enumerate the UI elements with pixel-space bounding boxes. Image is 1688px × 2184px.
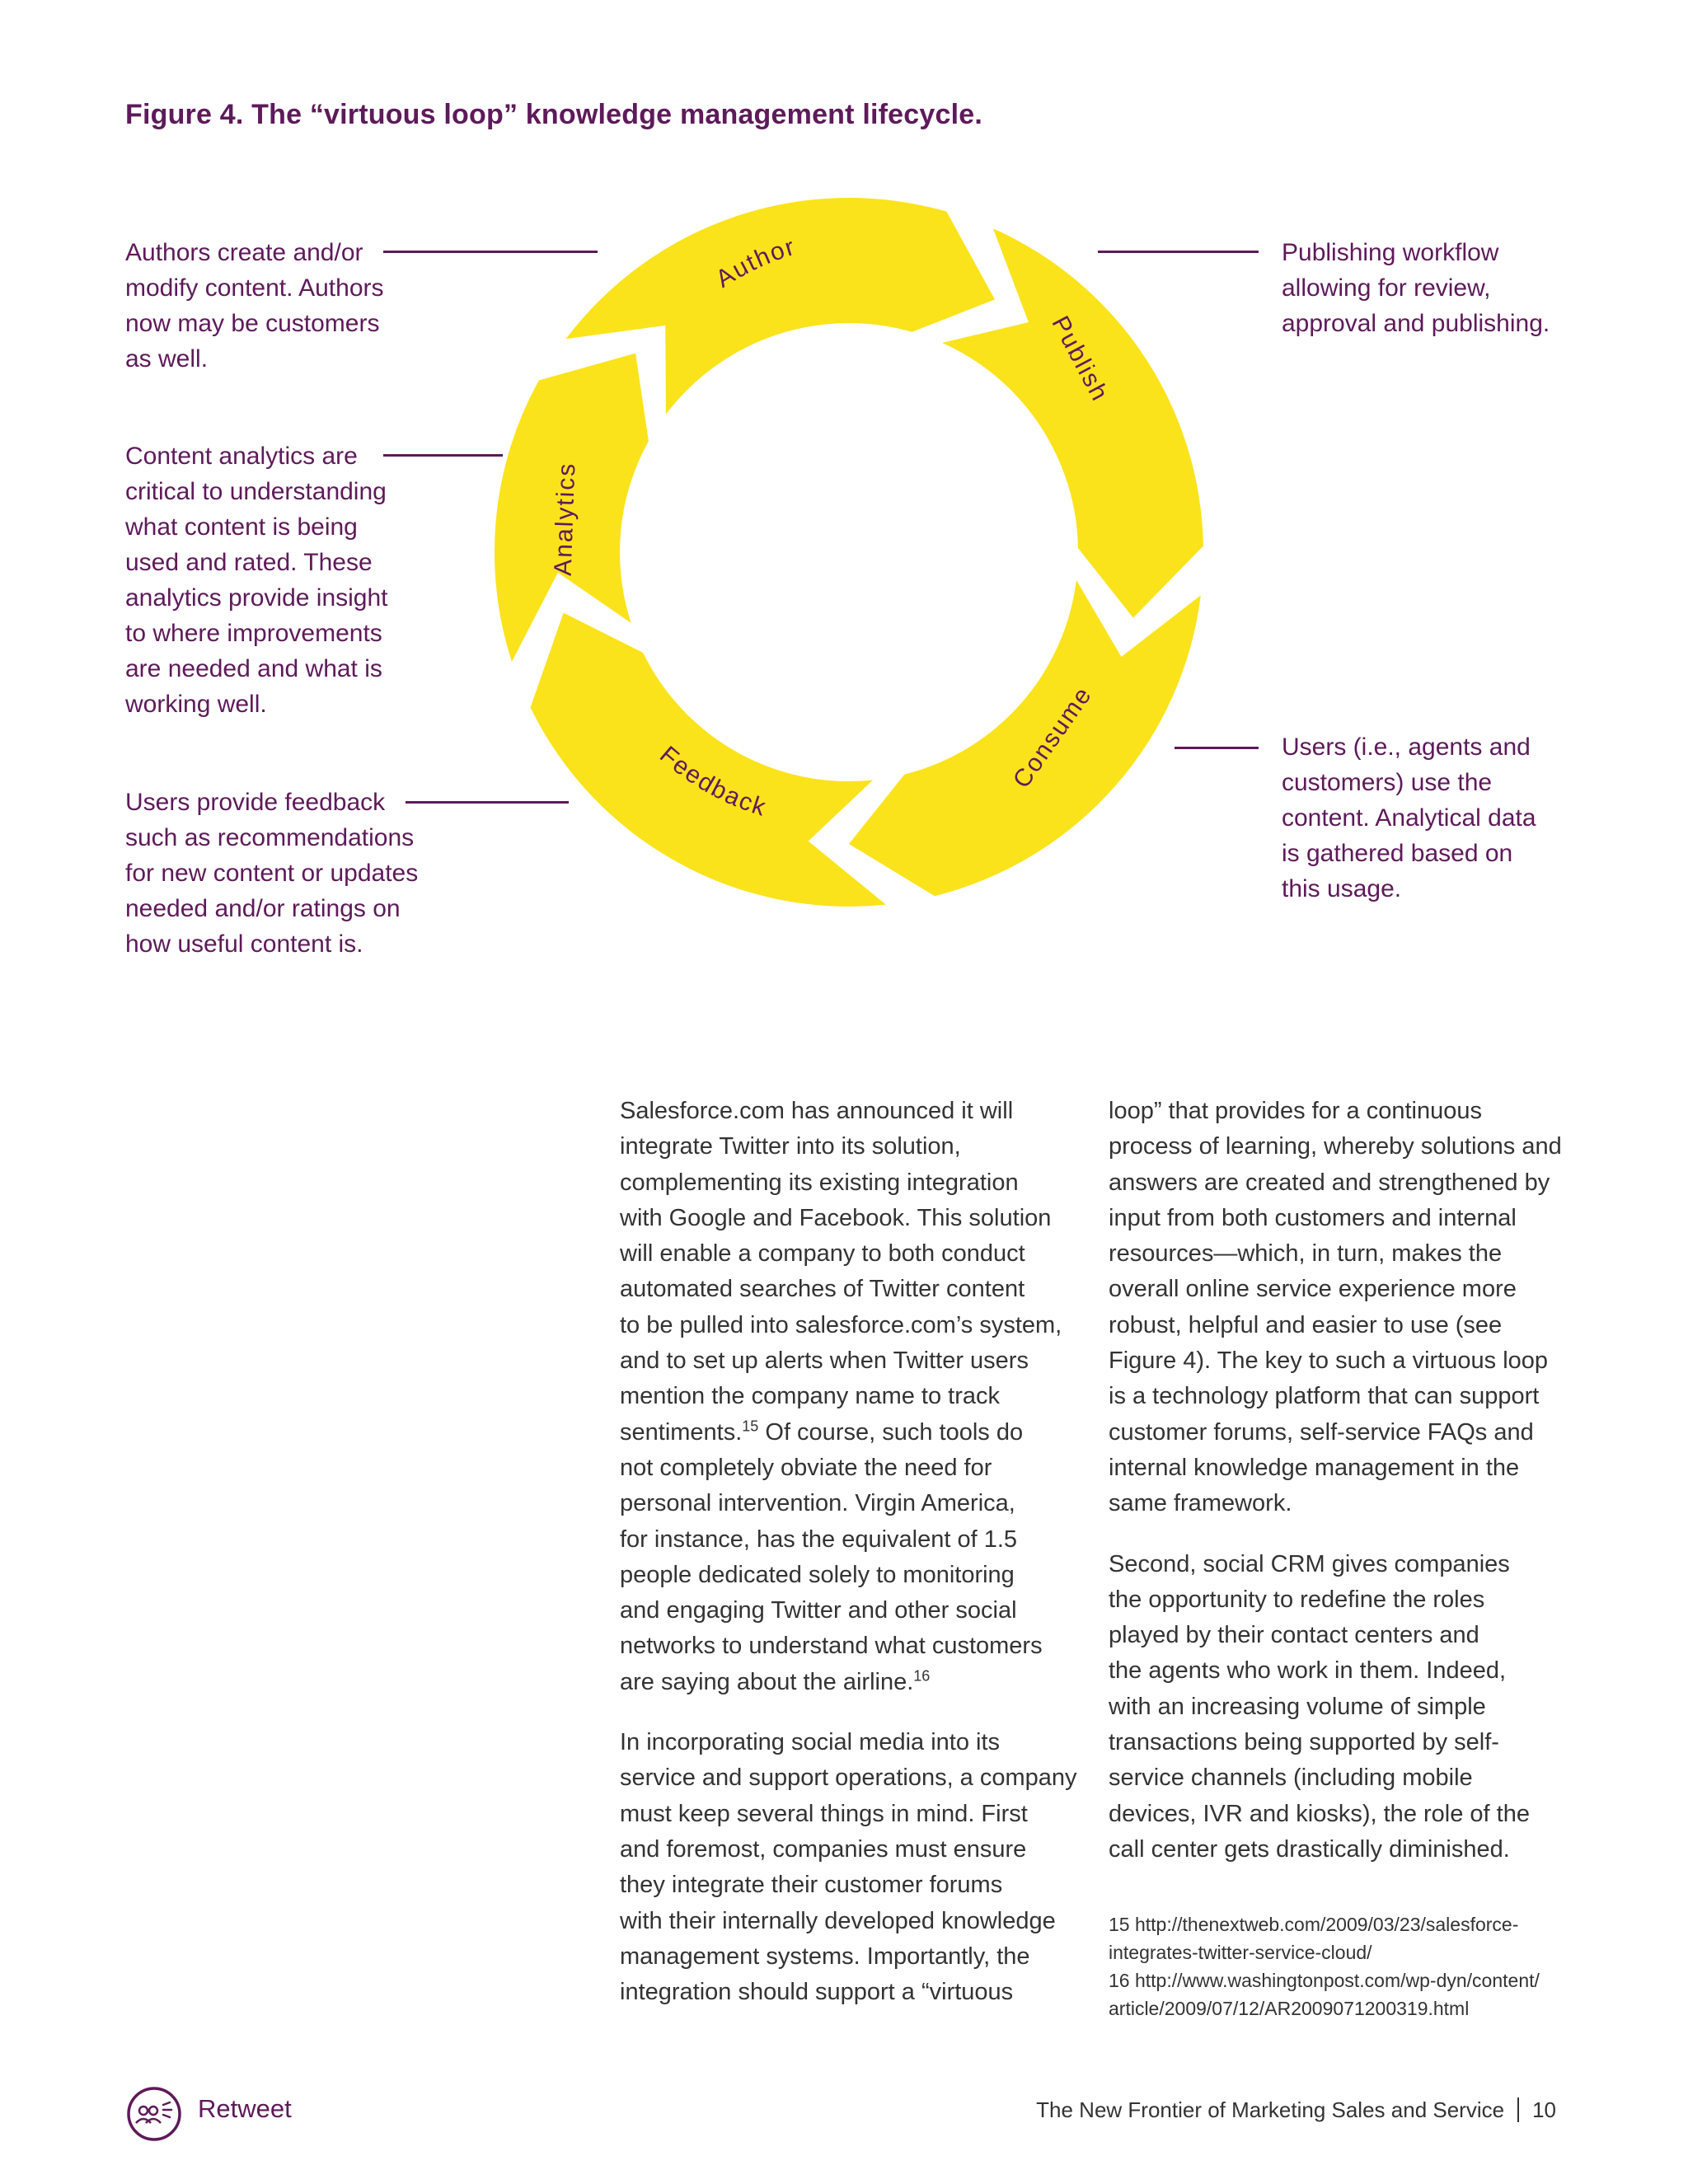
- footnotes: [1109, 1910, 1540, 2022]
- segment-label-feedback: Feedback: [654, 741, 771, 823]
- callout-line-consume: [1175, 747, 1259, 749]
- footnote-link[interactable]: integrates-twitter-service-cloud/: [1109, 1942, 1372, 1963]
- retweet-icon[interactable]: [125, 2085, 183, 2143]
- ring-segments: [495, 198, 1203, 907]
- retweet-link[interactable]: Retweet: [198, 2094, 292, 2123]
- segment-label-author: Author: [710, 232, 799, 293]
- paragraph: In incorporating social media into its service and support operations, a company must keep several things in mind. First and foremost, companies must ensure they integrate their customer forums with their internally developed knowledge management systems. Importantly, the integration should support a “virtuous: [620, 1729, 1077, 2006]
- body-column-2: [1109, 1094, 1562, 1892]
- callout-analytics: Content analytics are critical to understanding what content is being used and rated. These analytics provide insight to where improvements are needed and what is working well.: [125, 443, 388, 718]
- paragraph: loop” that provides for a continuous process of learning, whereby solutions and answers are created and strengthened by input from both customers and internal resources—which, in turn, makes the overall online service experience more robust, helpful and easier to use (see Figure 4). The key to such a virtuous loop is a technology platform that can support customer forums, self-service FAQs and internal knowledge management in the same framework.: [1109, 1098, 1562, 1517]
- page-number: 10: [1532, 2097, 1556, 2122]
- callout-feedback: Users provide feedback such as recommendations for new content or updates needed and/or ratings on how useful content is.: [125, 789, 419, 958]
- callout-line-publish: [1098, 251, 1259, 253]
- ring-segment-consume: [849, 580, 1201, 896]
- callout-publish: Publishing workflow allowing for review, approval and publishing.: [1282, 239, 1550, 337]
- footnote-link[interactable]: article/2009/07/12/AR2009071200319.html: [1109, 1998, 1470, 2019]
- footnote-link[interactable]: 15 http://thenextweb.com/2009/03/23/salesforce-: [1109, 1914, 1519, 1935]
- body-column-1: [620, 1094, 1077, 2035]
- paragraph: Second, social CRM gives companies the opportunity to redefine the roles played by their contact centers and the agents who work in them. Indeed, with an increasing volume of simple transactions being supported by self- service channels (including mobile devices, IVR and kiosks), the role of the call center gets drastically diminished.: [1109, 1550, 1530, 1863]
- doc-title: The New Frontier of Marketing Sales and Service: [1036, 2097, 1505, 2122]
- ring-segment-feedback: [531, 613, 886, 907]
- paragraph: Salesforce.com has announced it will integrate Twitter into its solution, complementing its existing integration with Google and Facebook. This solution will enable a company to both conduct automated searches of Twitter content to be pulled into salesforce.com’s system, and to set up alerts when Twitter users mention the company name to track sentiments.$^{15}$ Of course, such tools do not completely obviate the need for personal intervention. Virgin America, for instance, has the equivalent of 1.5 people dedicated solely to monitoring and engaging Twitter and other social networks to understand what customers are saying about the airline.$^{16}$: [620, 1098, 1062, 1695]
- footnote-ref-16[interactable]: 16: [913, 1667, 931, 1685]
- callout-line-author: [383, 251, 598, 253]
- figure-title: Figure 4. The “virtuous loop” knowledge management lifecycle.: [125, 99, 982, 130]
- segment-label-analytics: Analytics: [549, 462, 581, 577]
- segment-label-consume: Consume: [1007, 681, 1098, 794]
- callout-consume: Users (i.e., agents and customers) use the content. Analytical data is gathered based on this usage.: [1282, 733, 1536, 902]
- callout-line-analytics: [383, 454, 503, 457]
- callout-author: Authors create and/or modify content. Authors now may be customers as well.: [125, 239, 384, 373]
- page-footer: [1036, 2097, 1556, 2123]
- footnote-link[interactable]: 16 http://www.washingtonpost.com/wp-dyn/content/: [1109, 1970, 1540, 1991]
- footer-divider: [1517, 2097, 1519, 2122]
- footnote-ref-15[interactable]: 15: [742, 1418, 759, 1435]
- segment-label-publish: Publish: [1046, 312, 1114, 406]
- callout-line-feedback: [406, 801, 569, 804]
